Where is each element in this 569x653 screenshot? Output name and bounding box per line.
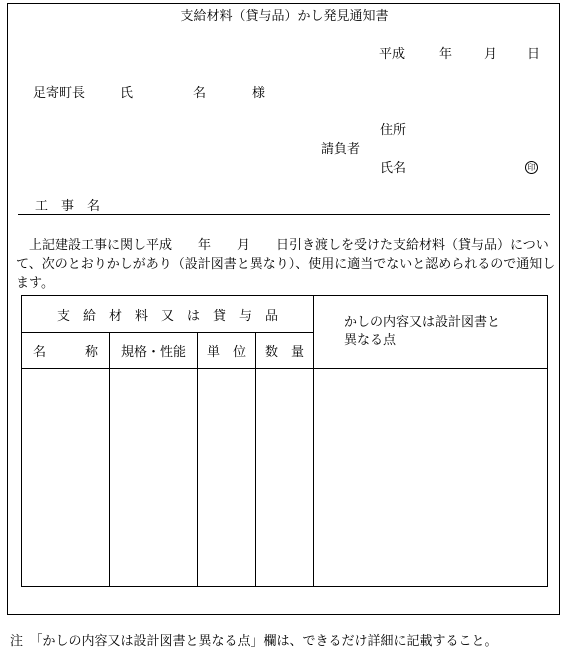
form-title: 支給材料（貸与品）かし発見通知書 (180, 9, 389, 24)
project-name-underline (18, 214, 550, 215)
date-day-label: 日 (527, 47, 541, 62)
defect-header: かしの内容又は設計図書と異なる点 (314, 296, 548, 369)
addressee-mei: 名 (193, 86, 207, 101)
date-era: 平成 (379, 47, 406, 62)
contractor-address-label: 住所 (380, 123, 407, 138)
notice-body: 上記建設工事に関し平成 年 月 日引き渡しを受けた支給材料（貸与品）について、次のとおりかしがあり（設計図書と異なり）、使用に適当でないと認められるので通知します。 (16, 238, 556, 291)
column-name: 名 称 (22, 333, 110, 369)
footnote: 注 「かしの内容又は設計図書と異なる点」欄は、できるだけ詳細に記載すること。 (10, 634, 498, 649)
project-name-label: 工 事 名 (35, 199, 101, 214)
material-table (21, 295, 548, 587)
addressee-shi: 氏 (120, 86, 134, 101)
seal-mark-icon: 印 (525, 161, 538, 174)
date-year-label: 年 (439, 47, 453, 62)
addressee-sama: 様 (252, 86, 266, 101)
date-month-label: 月 (484, 47, 498, 62)
material-group-header: 支 給 材 料 又 は 貸 与 品 (22, 296, 314, 333)
contractor-label: 請負者 (321, 142, 361, 157)
column-quantity: 数 量 (256, 333, 314, 369)
entry-name-cell[interactable] (22, 369, 110, 587)
column-spec: 規格・性能 (110, 333, 198, 369)
column-unit: 単 位 (198, 333, 256, 369)
entry-defect-cell[interactable] (314, 369, 548, 587)
contractor-name-label: 氏名 (380, 161, 407, 176)
entry-unit-cell[interactable] (198, 369, 256, 587)
entry-quantity-cell[interactable] (256, 369, 314, 587)
addressee-office: 足寄町長 (33, 86, 86, 101)
entry-spec-cell[interactable] (110, 369, 198, 587)
